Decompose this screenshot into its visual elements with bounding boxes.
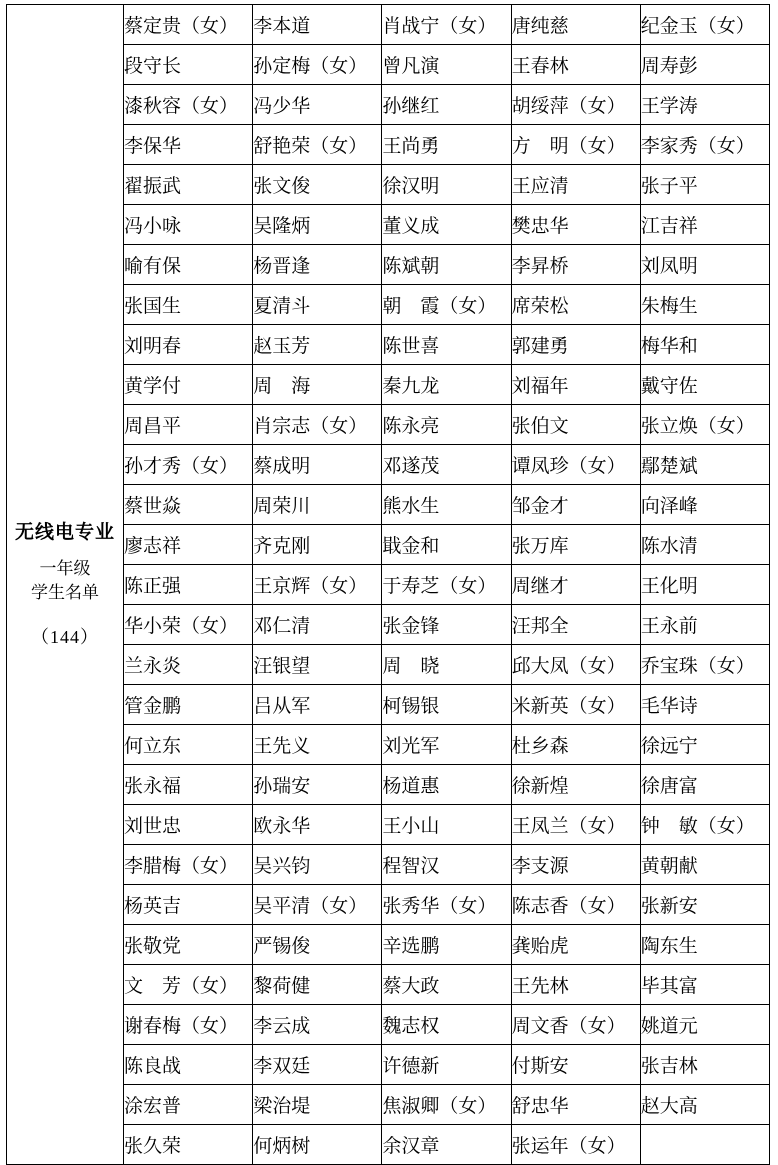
student-name: 张国生 [124,285,253,325]
student-name: 杨晋逢 [253,245,382,285]
student-name: 蔡世焱 [124,485,253,525]
student-name: 孙继红 [382,85,511,125]
student-name: 漆秋容（女） [124,85,253,125]
student-name: 柯锡银 [382,685,511,725]
student-name: 徐远宁 [640,725,769,765]
student-name: 陶东生 [640,925,769,965]
student-name: 李保华 [124,125,253,165]
student-name: 吴兴钧 [253,845,382,885]
student-name: 张新安 [640,885,769,925]
student-name: 张运年（女） [511,1125,640,1165]
student-name: 王应清 [511,165,640,205]
student-name: 郭建勇 [511,325,640,365]
student-name: 熊水生 [382,485,511,525]
student-name: 辛选鹏 [382,925,511,965]
student-name: 曾凡演 [382,45,511,85]
student-name: 管金鹏 [124,685,253,725]
student-name: 周寿彭 [640,45,769,85]
student-name: 王凤兰（女） [511,805,640,845]
student-count: （144） [31,626,99,647]
student-name: 张文俊 [253,165,382,205]
student-name: 王永前 [640,605,769,645]
student-name: 舒艳荣（女） [253,125,382,165]
student-name: 樊忠华 [511,205,640,245]
student-name: 邱大凤（女） [511,645,640,685]
student-name: 赵玉芳 [253,325,382,365]
student-name: 王先林 [511,965,640,1005]
student-name: 张子平 [640,165,769,205]
student-name: 李云成 [253,1005,382,1045]
student-name: 舒忠华 [511,1085,640,1125]
student-name: 赵大高 [640,1085,769,1125]
student-name: 刘世忠 [124,805,253,845]
student-name: 涂宏普 [124,1085,253,1125]
student-name: 朝 霞（女） [382,285,511,325]
student-name: 周昌平 [124,405,253,445]
roster-body [7,5,770,1165]
student-name: 王先义 [253,725,382,765]
student-name: 华小荣（女） [124,605,253,645]
student-name: 何炳树 [253,1125,382,1165]
student-name: 段守长 [124,45,253,85]
student-name: 徐新煌 [511,765,640,805]
student-name: 毕其富 [640,965,769,1005]
student-name: 喻有保 [124,245,253,285]
student-name: 李支源 [511,845,640,885]
student-name: 邹金才 [511,485,640,525]
student-name: 夏清斗 [253,285,382,325]
student-name: 朱梅生 [640,285,769,325]
student-name: 余汉章 [382,1125,511,1165]
student-name: 蔡大政 [382,965,511,1005]
student-name: 刘福年 [511,365,640,405]
student-name: 毛华诗 [640,685,769,725]
student-name: 周继才 [511,565,640,605]
student-name: 陈良战 [124,1045,253,1085]
student-name: 向泽峰 [640,485,769,525]
student-name: 付斯安 [511,1045,640,1085]
student-name: 陈志香（女） [511,885,640,925]
roster-subtitle: 学生名单 [31,583,99,603]
student-name: 文 芳（女） [124,965,253,1005]
student-name: 程智汉 [382,845,511,885]
student-name: 陈正强 [124,565,253,605]
student-name: 兰永炎 [124,645,253,685]
student-name: 李昇桥 [511,245,640,285]
grade-name: 一年级 [39,558,91,578]
student-name: 鄢楚斌 [640,445,769,485]
student-name: 李腊梅（女） [124,845,253,885]
student-name: 李双廷 [253,1045,382,1085]
student-name: 张秀华（女） [382,885,511,925]
student-name: 米新英（女） [511,685,640,725]
student-name: 王尚勇 [382,125,511,165]
student-name: 吕从军 [253,685,382,725]
student-name: 张吉林 [640,1045,769,1085]
student-name: 乔宝珠（女） [640,645,769,685]
student-name: 刘明春 [124,325,253,365]
student-name: 于寿芝（女） [382,565,511,605]
student-name: 周 晓 [382,645,511,685]
student-name: 孙才秀（女） [124,445,253,485]
student-name: 焦淑卿（女） [382,1085,511,1125]
student-name: 肖战宁（女） [382,5,511,45]
roster-row [7,5,770,45]
student-name: 黄朝献 [640,845,769,885]
student-name: 邓遂茂 [382,445,511,485]
student-name: 黎荷健 [253,965,382,1005]
student-name: 王春林 [511,45,640,85]
student-name: 廖志祥 [124,525,253,565]
student-name: 李本道 [253,5,382,45]
student-name: 刘光军 [382,725,511,765]
student-name: 魏志权 [382,1005,511,1045]
student-name: 戴守佐 [640,365,769,405]
student-name: 徐唐富 [640,765,769,805]
student-name: 秦九龙 [382,365,511,405]
student-name: 陈永亮 [382,405,511,445]
student-name: 周 海 [253,365,382,405]
student-name: 欧永华 [253,805,382,845]
student-name: 吴平清（女） [253,885,382,925]
major-name: 无线电专业 [14,522,115,544]
student-name: 杨英吉 [124,885,253,925]
student-name: 谭凤珍（女） [511,445,640,485]
major-label-cell [7,5,124,1165]
student-name: 周文香（女） [511,1005,640,1045]
student-name: 李家秀（女） [640,125,769,165]
student-name: 蔡成明 [253,445,382,485]
student-name: 周荣川 [253,485,382,525]
student-name [640,1125,769,1165]
student-name: 刘凤明 [640,245,769,285]
student-name: 蔡定贵（女） [124,5,253,45]
student-name: 张万库 [511,525,640,565]
student-name: 龚贻虎 [511,925,640,965]
student-name: 张伯文 [511,405,640,445]
student-name: 翟振武 [124,165,253,205]
student-name: 黄学付 [124,365,253,405]
student-name: 张永福 [124,765,253,805]
student-name: 江吉祥 [640,205,769,245]
student-name: 冯小咏 [124,205,253,245]
student-name: 王学涛 [640,85,769,125]
student-name: 许德新 [382,1045,511,1085]
student-name: 孙定梅（女） [253,45,382,85]
student-name: 唐纯慈 [511,5,640,45]
student-name: 张立焕（女） [640,405,769,445]
student-name: 姚道元 [640,1005,769,1045]
student-name: 邓仁清 [253,605,382,645]
student-name: 吴隆炳 [253,205,382,245]
student-name: 王小山 [382,805,511,845]
student-name: 陈斌朝 [382,245,511,285]
student-name: 谢春梅（女） [124,1005,253,1045]
student-name: 戢金和 [382,525,511,565]
student-name: 张金锋 [382,605,511,645]
student-name: 席荣松 [511,285,640,325]
student-name: 梅华和 [640,325,769,365]
student-name: 齐克刚 [253,525,382,565]
student-name: 王京辉（女） [253,565,382,605]
student-name: 汪银望 [253,645,382,685]
student-name: 纪金玉（女） [640,5,769,45]
student-name: 冯少华 [253,85,382,125]
student-name: 董义成 [382,205,511,245]
student-name: 钟 敏（女） [640,805,769,845]
student-name: 肖宗志（女） [253,405,382,445]
student-name: 张敬党 [124,925,253,965]
student-name: 杜乡森 [511,725,640,765]
student-name: 徐汉明 [382,165,511,205]
student-roster-table [6,4,770,1165]
student-name: 何立东 [124,725,253,765]
student-name: 严锡俊 [253,925,382,965]
student-name: 杨道惠 [382,765,511,805]
student-name: 梁治堤 [253,1085,382,1125]
student-name: 陈水清 [640,525,769,565]
student-name: 方 明（女） [511,125,640,165]
student-name: 孙瑞安 [253,765,382,805]
student-name: 胡绥萍（女） [511,85,640,125]
student-name: 张久荣 [124,1125,253,1165]
student-name: 陈世喜 [382,325,511,365]
student-name: 王化明 [640,565,769,605]
student-name: 汪邦全 [511,605,640,645]
